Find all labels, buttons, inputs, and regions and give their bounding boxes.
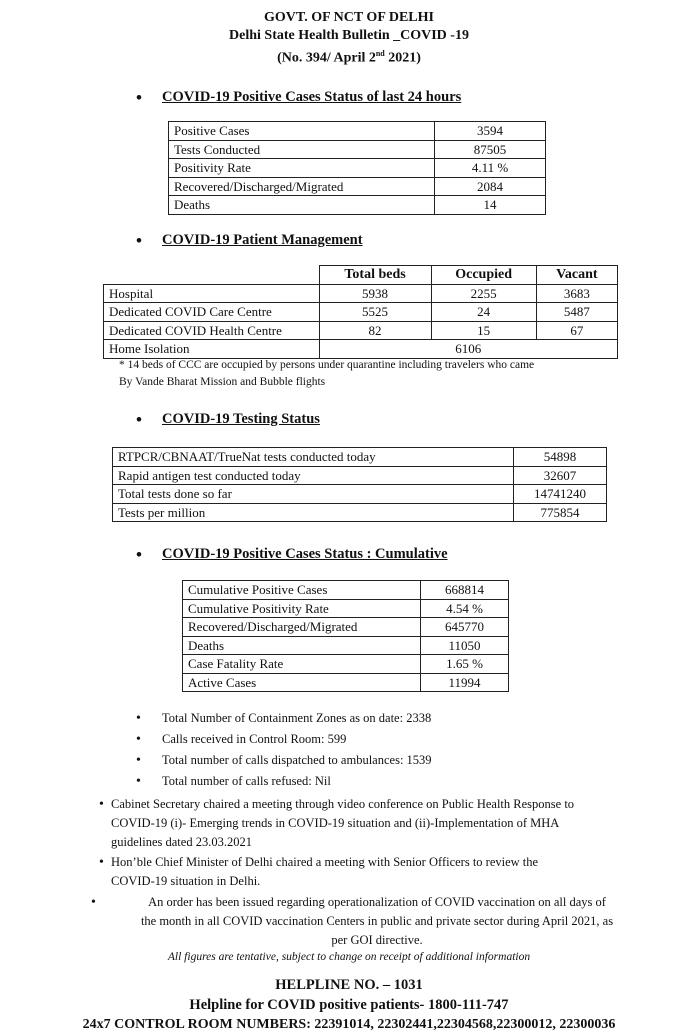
update-vaccination-order: • An order has been issued regarding operationalization of COVID vaccination on all days of the month in all COVID vaccination Centers in public and private sector during April 2021, as per GOI directive. [91,895,614,947]
section-title-testing: • COVID-19 Testing Status [162,411,320,428]
stat-calls-dispatched: • Total number of calls dispatched to ambulances: 1539 [136,750,432,771]
table-row [169,177,546,196]
update-cabinet-secretary: • Cabinet Secretary chaired a meeting through video conference on Public Health Response to COVID-19 (i)- Emerging trends in COVID-19 situation and (ii)-Implementation of MHA guidelines dated 23.03.2021 [99,797,575,849]
table-row [183,599,509,618]
row-label: Cumulative Positive Cases [183,581,421,600]
row-value: 3594 [435,122,546,141]
row-label: Positivity Rate [169,159,435,178]
row-label: Deaths [183,636,421,655]
table-row [104,284,618,303]
table-row [104,303,618,322]
update-chief-minister: • Hon’ble Chief Minister of Delhi chaired a meeting with Senior Officers to review the COVID-19 situation in Delhi. [99,855,539,888]
footnote-ccc: * 14 beds of CCC are occupied by persons under quarantine including travelers who came [119,359,535,371]
row-label: Active Cases [183,673,421,692]
row-label: Cumulative Positivity Rate [183,599,421,618]
bulletin-title: Delhi State Health Bulletin _COVID -19 [229,28,469,43]
vacant-value: 67 [536,321,617,340]
col-occupied: Occupied [431,266,536,285]
stat-containment-zones: • Total Number of Containment Zones as on date: 2338 [136,708,432,729]
row-value: 87505 [435,140,546,159]
table-row [113,466,607,485]
row-label: RTPCR/CBNAAT/TrueNat tests conducted today [113,448,514,467]
row-label: Hospital [104,284,320,303]
col-total-beds: Total beds [319,266,431,285]
table-cumulative [182,580,509,692]
row-value: 645770 [421,618,509,637]
table-row [113,503,607,522]
row-label: Recovered/Discharged/Migrated [183,618,421,637]
row-label: Home Isolation [104,340,320,359]
row-value: 32607 [514,466,607,485]
table-testing [112,447,607,522]
table-row [104,340,618,359]
row-label: Tests per million [113,503,514,522]
bulletin-number: (No. 394/ April 2nd 2021) [277,49,421,66]
section-title-patient-mgmt: • COVID-19 Patient Management [162,232,363,249]
bulletin-govt-title: GOVT. OF NCT OF DELHI [264,10,434,25]
row-value: 11050 [421,636,509,655]
row-value: 1.65 % [421,655,509,674]
row-label: Positive Cases [169,122,435,141]
row-label: Case Fatality Rate [183,655,421,674]
control-room-numbers: 24x7 CONTROL ROOM NUMBERS: 22391014, 22302441,22304568,22300012, 22300036 [82,1017,616,1032]
occupied-value: 15 [431,321,536,340]
row-value: 11994 [421,673,509,692]
row-value: 14 [435,196,546,215]
row-label: Total tests done so far [113,485,514,504]
helpline-number: HELPLINE NO. – 1031 [275,977,423,993]
row-value: 775854 [514,503,607,522]
vacant-value: 5487 [536,303,617,322]
row-value: 4.54 % [421,599,509,618]
table-row [113,485,607,504]
table-row [183,636,509,655]
row-label: Tests Conducted [169,140,435,159]
row-value: 668814 [421,581,509,600]
total-beds-value: 5525 [319,303,431,322]
row-value: 54898 [514,448,607,467]
vacant-value: 3683 [536,284,617,303]
table-row [183,655,509,674]
col-vacant: Vacant [536,266,617,285]
stat-calls-refused: • Total number of calls refused: Nil [136,771,432,792]
total-beds-value: 5938 [319,284,431,303]
table-row [169,196,546,215]
occupied-value: 24 [431,303,536,322]
row-label: Dedicated COVID Health Centre [104,321,320,340]
home-isolation-value: 6106 [319,340,618,359]
table-row [169,140,546,159]
table-row [104,321,618,340]
table-row [183,673,509,692]
table-row [169,122,546,141]
row-label: Dedicated COVID Care Centre [104,303,320,322]
stat-calls-received: • Calls received in Control Room: 599 [136,729,432,750]
table-row [183,581,509,600]
table-24h [168,121,546,215]
footnote-ccc-cont: By Vande Bharat Mission and Bubble flights [119,376,326,388]
helpline-covid: Helpline for COVID positive patients- 1800-111-747 [189,997,509,1013]
row-label: Deaths [169,196,435,215]
table-patient-mgmt [103,265,618,359]
table-row [169,159,546,178]
occupied-value: 2255 [431,284,536,303]
disclaimer: All figures are tentative, subject to change on receipt of additional information [167,951,531,963]
section-title-cumulative: • COVID-19 Positive Cases Status : Cumulative [162,546,448,563]
stats-list [136,708,432,792]
row-value: 14741240 [514,485,607,504]
section-title-24h: • COVID-19 Positive Cases Status of last 24 hours [162,89,461,106]
row-label: Rapid antigen test conducted today [113,466,514,485]
table-row [183,618,509,637]
row-value: 2084 [435,177,546,196]
table-row [113,448,607,467]
total-beds-value: 82 [319,321,431,340]
row-label: Recovered/Discharged/Migrated [169,177,435,196]
row-value: 4.11 % [435,159,546,178]
